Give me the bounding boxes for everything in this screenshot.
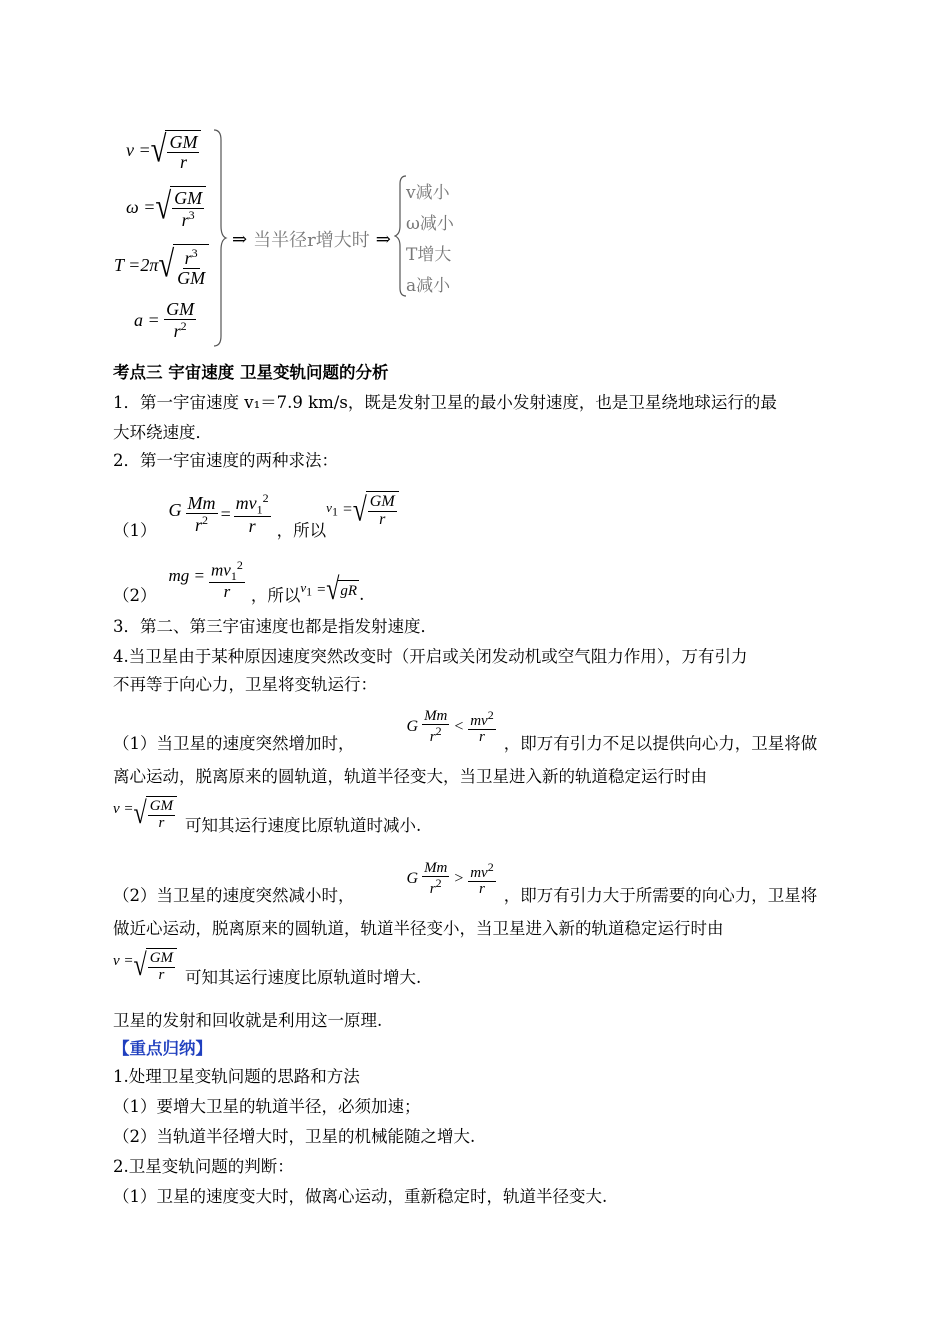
case-1-G: G bbox=[406, 718, 419, 736]
formula-v-num: GM bbox=[169, 132, 198, 152]
paragraph-1b: 大环绕速度． bbox=[113, 423, 212, 442]
result-list bbox=[406, 178, 454, 302]
case-2-line2: 做近心运动，脱离原来的圆轨道，轨道半径变小，当卫星进入新的轨道稳定运行时由 bbox=[113, 919, 724, 938]
formula-T: T =2π √ $\frac{r^3}{GM}$ bbox=[114, 244, 209, 288]
formula-omega-lhs: ω = bbox=[126, 197, 156, 218]
result-omega: ω减小 bbox=[406, 214, 454, 234]
method-2-gR: gR bbox=[338, 580, 359, 600]
method-2-period: . bbox=[359, 584, 365, 604]
paragraph-5: 卫星的发射和回收就是利用这一原理. bbox=[113, 1011, 383, 1030]
sub-1-m1: 1 bbox=[256, 502, 263, 517]
case-2-line3: v = √ $\frac{GM}{r}$ 可知其运行速度比原轨道时增大. bbox=[113, 948, 422, 987]
case-2-line1 bbox=[113, 856, 817, 910]
case-1-line1 bbox=[113, 704, 817, 758]
method-1-eq2: = bbox=[341, 501, 353, 518]
method-1-r-b: r bbox=[379, 511, 386, 528]
method-2-label: （2） bbox=[113, 586, 157, 605]
case-1-r2: r bbox=[479, 729, 485, 746]
sub-1-m2: 1 bbox=[230, 568, 237, 583]
formula-omega-den: r bbox=[181, 209, 189, 230]
key-2a: （1）卫星的速度变大时，做离心运动，重新稳定时，轨道半径变大. bbox=[113, 1187, 608, 1206]
sup-2-c1: 2 bbox=[435, 724, 442, 739]
formula-a bbox=[134, 300, 196, 341]
method-2-mg: mg = bbox=[168, 566, 205, 585]
method-1-label: （1） bbox=[113, 521, 157, 540]
arrow-icon: ⇒ bbox=[232, 228, 248, 250]
case-1-prefix: （1）当卫星的速度突然增加时， bbox=[113, 734, 355, 753]
case-2-prefix: （2）当卫星的速度突然减小时， bbox=[113, 886, 355, 905]
case-2-G: G bbox=[406, 870, 419, 888]
case-1-v: v = bbox=[113, 800, 134, 817]
result-v: v减小 bbox=[406, 183, 450, 203]
case-1-mv: mv bbox=[470, 712, 488, 729]
method-1-GM: GM bbox=[369, 493, 395, 511]
method-2-mv: mv bbox=[211, 560, 231, 580]
case-2-r3: r bbox=[158, 966, 165, 983]
sup-2-c2b: 2 bbox=[487, 859, 494, 874]
case-1-line2: 离心运动，脱离原来的圆轨道，轨道半径变大，当卫星进入新的轨道稳定运行时由 bbox=[113, 767, 707, 786]
case-1-tail: 可知其运行速度比原轨道时减小. bbox=[185, 815, 422, 835]
paragraph-2: 2．第一宇宙速度的两种求法： bbox=[113, 451, 338, 470]
method-1: （1） G $\frac{Mm}{r^2}$ = $\frac{mv_1^2}{r}$ ，所以 $v_1$ = √ $\frac{GM}{r}$ bbox=[113, 482, 399, 546]
case-2-GM: GM bbox=[149, 950, 174, 966]
sub-1-m2b: 1 bbox=[306, 584, 313, 599]
case-1-line3: v = √ $\frac{GM}{r}$ 可知其运行速度比原轨道时减小. bbox=[113, 796, 422, 835]
key-2: 2.卫星变轨问题的判断： bbox=[113, 1157, 294, 1176]
formula-T-lhs: T =2π bbox=[114, 255, 159, 276]
case-1-r: r bbox=[429, 729, 436, 746]
paragraph-4a: 4.当卫星由于某种原因速度突然改变时（开启或关闭发动机或空气阻力作用），万有引力 bbox=[113, 647, 748, 666]
method-2-eq2: = bbox=[316, 581, 327, 598]
case-2-suffix: ，即万有引力大于所需要的向心力，卫星将 bbox=[503, 886, 818, 905]
method-2-r: r bbox=[223, 582, 231, 602]
case-1-r3: r bbox=[158, 814, 165, 831]
method-1-r2: r bbox=[194, 514, 202, 535]
middle-statement bbox=[232, 226, 391, 252]
formula-v-lhs: v = bbox=[126, 140, 151, 161]
formula-T-den: GM bbox=[177, 267, 206, 288]
formula-a-num: GM bbox=[166, 299, 195, 319]
sup-2-c2: 2 bbox=[435, 876, 442, 891]
formula-v: v = √ $\frac{GM}{r}$ bbox=[126, 130, 201, 172]
case-2-mv: mv bbox=[470, 864, 488, 881]
result-a: a减小 bbox=[406, 276, 451, 296]
method-1-r: r bbox=[248, 516, 256, 537]
formula-omega-num: GM bbox=[174, 188, 203, 208]
case-2-r2: r bbox=[479, 881, 485, 898]
method-1-mv: mv bbox=[235, 492, 257, 513]
sup-2-c1b: 2 bbox=[487, 707, 494, 722]
section-title: 考点三 宇宙速度 卫星变轨问题的分析 bbox=[113, 363, 389, 382]
key-1a: （1）要增大卫星的轨道半径，必须加速； bbox=[113, 1097, 421, 1116]
key-1b: （2）当轨道半径增大时，卫星的机械能随之增大. bbox=[113, 1127, 476, 1146]
method-1-eq: = bbox=[219, 503, 232, 524]
case-2-Mm: Mm bbox=[424, 859, 448, 876]
key-points-title: 【重点归纳】 bbox=[113, 1039, 212, 1058]
right-brace bbox=[212, 128, 228, 348]
method-1-so: ，所以 bbox=[276, 521, 327, 540]
case-2-r: r bbox=[429, 881, 436, 898]
paragraph-1a: 1．第一宇宙速度 v₁＝7.9 km/s，既是发射卫星的最小发射速度，也是卫星绕地球运行的最 bbox=[113, 393, 777, 412]
formula-T-num: r bbox=[184, 248, 192, 268]
method-1-Mm: Mm bbox=[187, 492, 216, 513]
sup-3-T: 3 bbox=[191, 246, 198, 260]
case-1-GM: GM bbox=[149, 798, 174, 814]
formula-omega: ω = √ $\frac{GM}{r^3}$ bbox=[126, 186, 206, 230]
arrow-icon-2: ⇒ bbox=[375, 228, 391, 250]
sup-2-m2: 2 bbox=[236, 557, 243, 572]
method-2: （2） mg = $\frac{mv_1^2}{r}$ ，所以 $v_1$ = √ gR . bbox=[113, 557, 365, 607]
case-2-sign: > bbox=[453, 870, 465, 888]
formula-a-lhs: a = bbox=[134, 309, 160, 330]
case-1-suffix: ，即万有引力不足以提供向心力，卫星将做 bbox=[503, 734, 818, 753]
paragraph-4b: 不再等于向心力，卫星将变轨运行： bbox=[113, 675, 377, 694]
case-1-sign: < bbox=[453, 718, 465, 736]
radius-increase-text: 当半径r增大时 bbox=[253, 230, 370, 251]
method-2-v1: v bbox=[300, 580, 307, 596]
key-1: 1.处理卫星变轨问题的思路和方法 bbox=[113, 1067, 360, 1086]
case-1-Mm: Mm bbox=[424, 707, 448, 724]
sub-1-m1b: 1 bbox=[331, 504, 338, 519]
formula-a-den: r bbox=[173, 320, 181, 341]
formula-v-den: r bbox=[179, 151, 187, 172]
sup-2-m1: 2 bbox=[202, 512, 208, 527]
case-2-tail: 可知其运行速度比原轨道时增大. bbox=[185, 967, 422, 987]
sup-2-m1b: 2 bbox=[262, 490, 269, 505]
method-2-so: ，所以 bbox=[250, 586, 301, 605]
result-T: T增大 bbox=[406, 245, 452, 265]
sup-2-a: 2 bbox=[180, 318, 187, 333]
case-2-v: v = bbox=[113, 952, 134, 969]
method-1-v1: v bbox=[326, 500, 332, 516]
paragraph-3: 3．第二、第三宇宙速度也都是指发射速度． bbox=[113, 617, 437, 636]
method-1-G: G bbox=[168, 499, 182, 520]
sup-3: 3 bbox=[188, 207, 195, 222]
